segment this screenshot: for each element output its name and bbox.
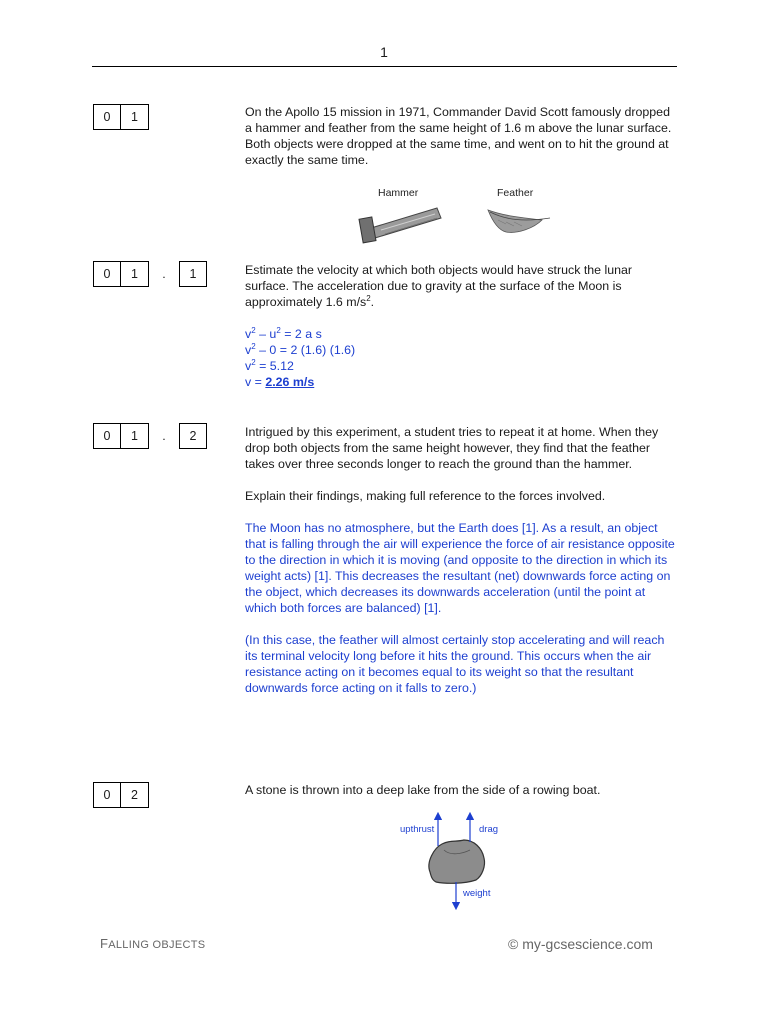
answer-01-1 <box>245 326 675 390</box>
hammer-label: Hammer <box>378 187 419 199</box>
question-01-text: On the Apollo 15 mission in 1971, Commander David Scott famously dropped a hammer and feather from the same height of 1.6 m above the lunar surface. Both objects were dropped at the same time, and went on to hit the ground at exactly the same time. <box>245 105 672 167</box>
question-digit: 0 <box>93 104 121 130</box>
answer-01-2-main: The Moon has no atmosphere, but the Earth does [1]. As a result, an object that is falling through the air will experience the force of air resistance opposite to the direction in which it is moving (and opposite to the direction in which its weight acts) [1]. This decreases the resultant (net) downwards force acting on the object, which decreases its downwards acceleration (until the point at which both forces are balanced) [1]. <box>245 521 675 615</box>
answer-line: v = 2.26 m/s <box>245 375 315 389</box>
question-digit: 2 <box>121 782 149 808</box>
answer-line: $v^2 = 5.12$ <box>245 357 294 373</box>
question-dot: . <box>162 429 166 443</box>
page-number: 1 <box>380 44 388 60</box>
question-number-01-1 <box>93 261 207 287</box>
upthrust-label: upthrust <box>400 824 435 835</box>
drag-label: drag <box>479 824 499 835</box>
final-answer: 2.26 m/s <box>265 375 315 389</box>
question-digit: 1 <box>121 104 149 130</box>
hammer-icon <box>355 200 445 246</box>
question-number-01 <box>93 104 149 130</box>
footer-title: FALLING OBJECTS <box>100 936 206 951</box>
question-02-text: A stone is thrown into a deep lake from the side of a rowing boat. <box>245 783 601 797</box>
question-digit: 0 <box>93 782 121 808</box>
question-01-2-instruction: Explain their findings, making full reference to the forces involved. <box>245 489 606 503</box>
question-number-01-2 <box>93 423 207 449</box>
feather-label: Feather <box>497 187 534 199</box>
weight-label: weight <box>463 888 491 899</box>
question-dot: . <box>162 267 166 281</box>
question-01-intro <box>245 104 675 168</box>
answer-01-2-note: (In this case, the feather will almost certainly stop accelerating and will reach its terminal velocity long before it hits the ground. This occurs when the air resistance acting on it becomes equal to its weight so that the resultant downwards force acting on it falls to zero.) <box>245 633 665 695</box>
question-digit: 1 <box>179 261 207 287</box>
question-digit: 0 <box>93 423 121 449</box>
question-01-2-text: Intrigued by this experiment, a student tries to repeat it at home. When they drop both objects from the same height however, they find that the feather takes over three seconds longer to reach the ground than the hammer. <box>245 425 659 471</box>
stone-icon <box>429 840 485 883</box>
question-digit: 2 <box>179 423 207 449</box>
question-01-1-text: Estimate the velocity at which both objects would have struck the lunar surface. The acceleration due to gravity at the surface of the Moon is approximately 1.6 $m/s^2$. <box>245 263 633 309</box>
answer-line: $v^2 - u^2 = 2$ a s <box>245 325 322 341</box>
question-01-2 <box>245 424 675 696</box>
question-01-1 <box>245 262 675 390</box>
feather-icon <box>484 204 554 242</box>
header-rule <box>92 66 677 67</box>
answer-line: $v^2 - 0 = 2$ (1.6) (1.6) <box>245 341 356 357</box>
footer-copyright: © my-gcsescience.com <box>508 936 653 952</box>
question-digit: 0 <box>93 261 121 287</box>
question-digit: 1 <box>121 261 149 287</box>
question-02 <box>245 782 675 798</box>
question-number-02 <box>93 782 149 808</box>
question-digit: 1 <box>121 423 149 449</box>
